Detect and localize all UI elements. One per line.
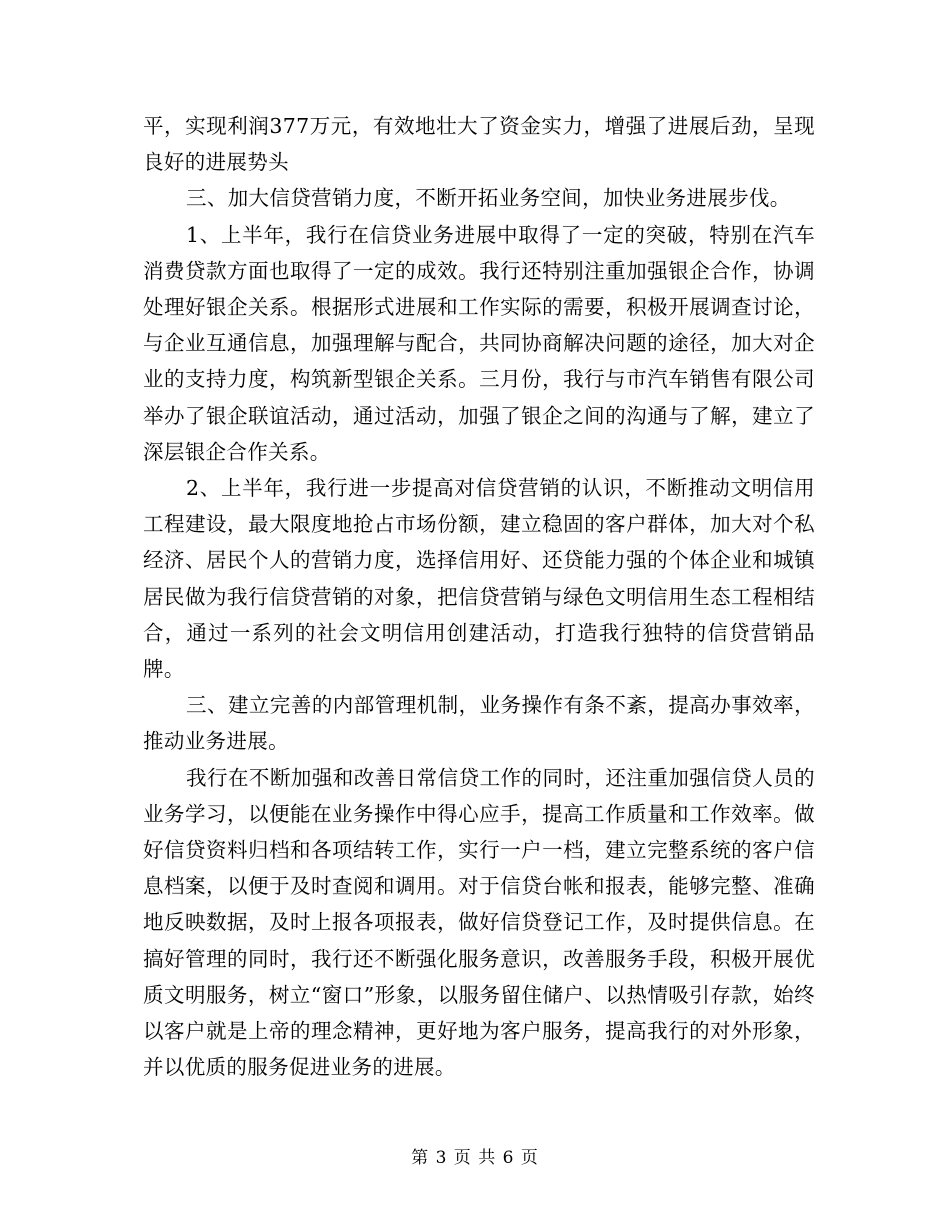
- paragraph-item-1: 1、上半年，我行在信贷业务进展中取得了一定的突破，特别在汽车消费贷款方面也取得了一定的成效。我行还特别注重加强银企合作，协调处理好银企关系。根据形式进展和工作实际的需要，积极开展调查讨论，与企业互通信息，加强理解与配合，共同协商解决问题的途径，加大对企业的支持力度，构筑新型银企关系。三月份，我行与市汽车销售有限公司举办了银企联谊活动，通过活动，加强了银企之间的沟通与了解，建立了深层银企合作关系。: [143, 222, 815, 464]
- section-heading-credit-marketing: 三、加大信贷营销力度，不断开拓业务空间，加快业务进展步伐。: [186, 186, 791, 211]
- paragraph-management: 我行在不断加强和改善日常信贷工作的同时，还注重加强信贷人员的业务学习，以便能在业务操作中得心应手，提高工作质量和工作效率。做好信贷资料归档和各项结转工作，实行一户一档，建立完整系统的客户信息档案，以便于及时查阅和调用。对于信贷台帐和报表，能够完整、准确地反映数据，及时上报各项报表，做好信贷登记工作，及时提供信息。在搞好管理的同时，我行还不断强化服务意识，改善服务手段，积极开展优质文明服务，树立“窗口”形象，以服务留住储户、以热情吸引存款，始终以客户就是上帝的理念精神，更好地为客户服务，提高我行的对外形象，并以优质的服务促进业务的进展。: [143, 765, 815, 1080]
- paragraph-continuation: 平，实现利润377万元，有效地壮大了资金实力，增强了进展后劲，呈现良好的进展势头: [143, 114, 815, 175]
- document-body: [143, 108, 815, 1085]
- section-heading-internal-management: 三、建立完善的内部管理机制，业务操作有条不紊，提高办事效率，推动业务进展。: [143, 693, 815, 754]
- page-number-footer: 第 3 页 共 6 页: [411, 1148, 539, 1168]
- paragraph-item-2: 2、上半年，我行进一步提高对信贷营销的认识，不断推动文明信用工程建设，最大限度地抢占市场份额，建立稳固的客户群体，加大对个私经济、居民个人的营销力度，选择信用好、还贷能力强的个体企业和城镇居民做为我行信贷营销的对象，把信贷营销与绿色文明信用生态工程相结合，通过一系列的社会文明信用创建活动，打造我行独特的信贷营销品牌。: [143, 476, 815, 682]
